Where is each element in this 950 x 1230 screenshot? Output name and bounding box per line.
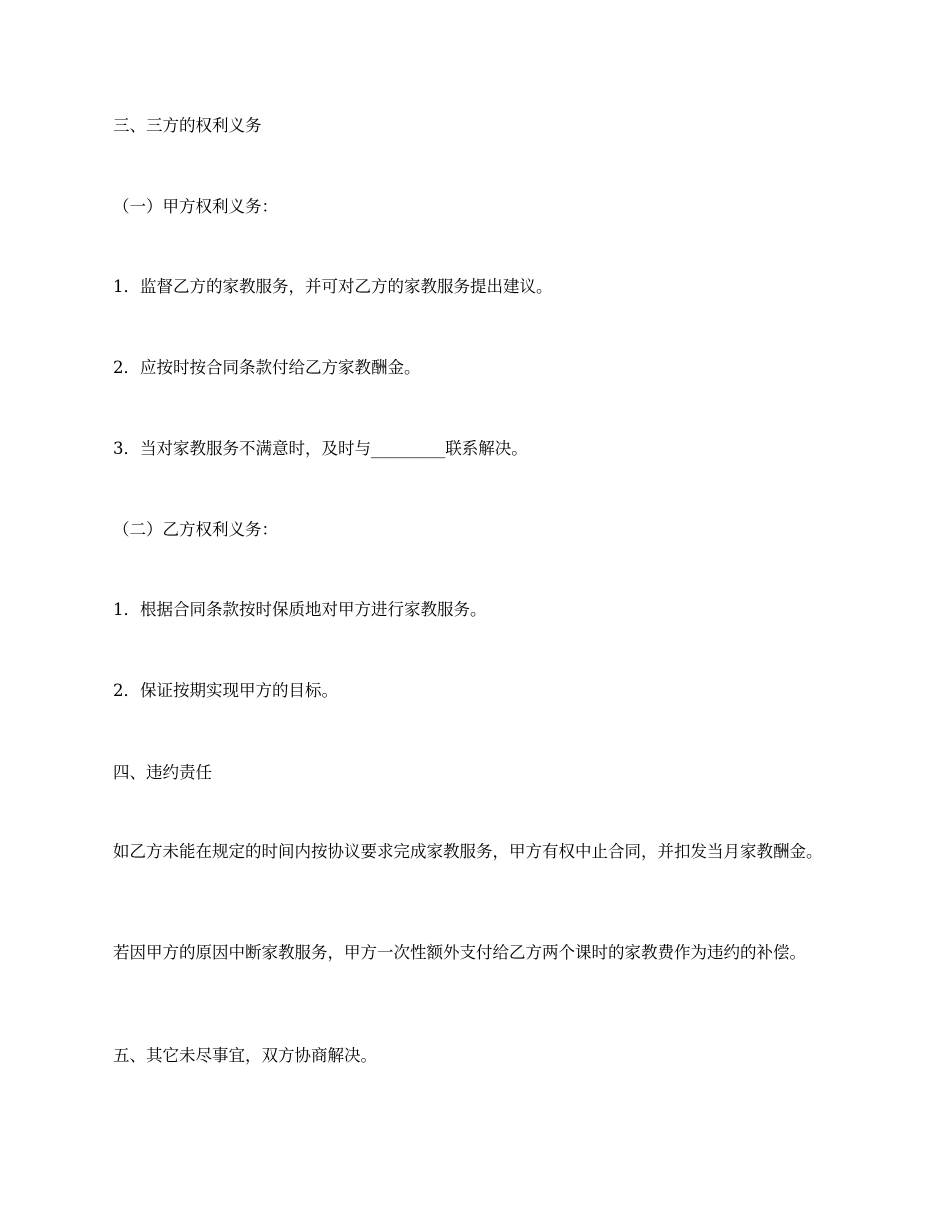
party-a-item-3-text-before: 3．当对家教服务不满意时，及时与 bbox=[113, 439, 371, 458]
contact-blank-line: _________ bbox=[371, 439, 446, 458]
party-b-item-1: 1．根据合同条款按时保质地对甲方进行家教服务。 bbox=[113, 600, 487, 619]
party-a-item-1: 1．监督乙方的家教服务，并可对乙方的家教服务提出建议。 bbox=[113, 277, 553, 296]
breach-paragraph-2: 若因甲方的原因中断家教服务，甲方一次性额外支付给乙方两个课时的家教费作为违约的补偿。 bbox=[113, 943, 806, 962]
section-3-heading: 三、三方的权利义务 bbox=[113, 116, 262, 135]
party-a-item-3-text-after: 联系解决。 bbox=[445, 439, 528, 458]
section-5-paragraph: 五、其它未尽事宜，双方协商解决。 bbox=[113, 1046, 377, 1065]
party-a-heading: （一）甲方权利义务： bbox=[113, 197, 278, 216]
party-a-item-3 bbox=[113, 438, 843, 459]
section-4-heading: 四、违约责任 bbox=[113, 763, 212, 782]
breach-paragraph-1: 如乙方未能在规定的时间内按协议要求完成家教服务，甲方有权中止合同，并扣发当月家教酬金。 bbox=[113, 842, 823, 861]
party-b-heading: （二）乙方权利义务： bbox=[113, 520, 278, 539]
party-a-item-2: 2．应按时按合同条款付给乙方家教酬金。 bbox=[113, 358, 421, 377]
party-b-item-2: 2．保证按期实现甲方的目标。 bbox=[113, 681, 338, 700]
